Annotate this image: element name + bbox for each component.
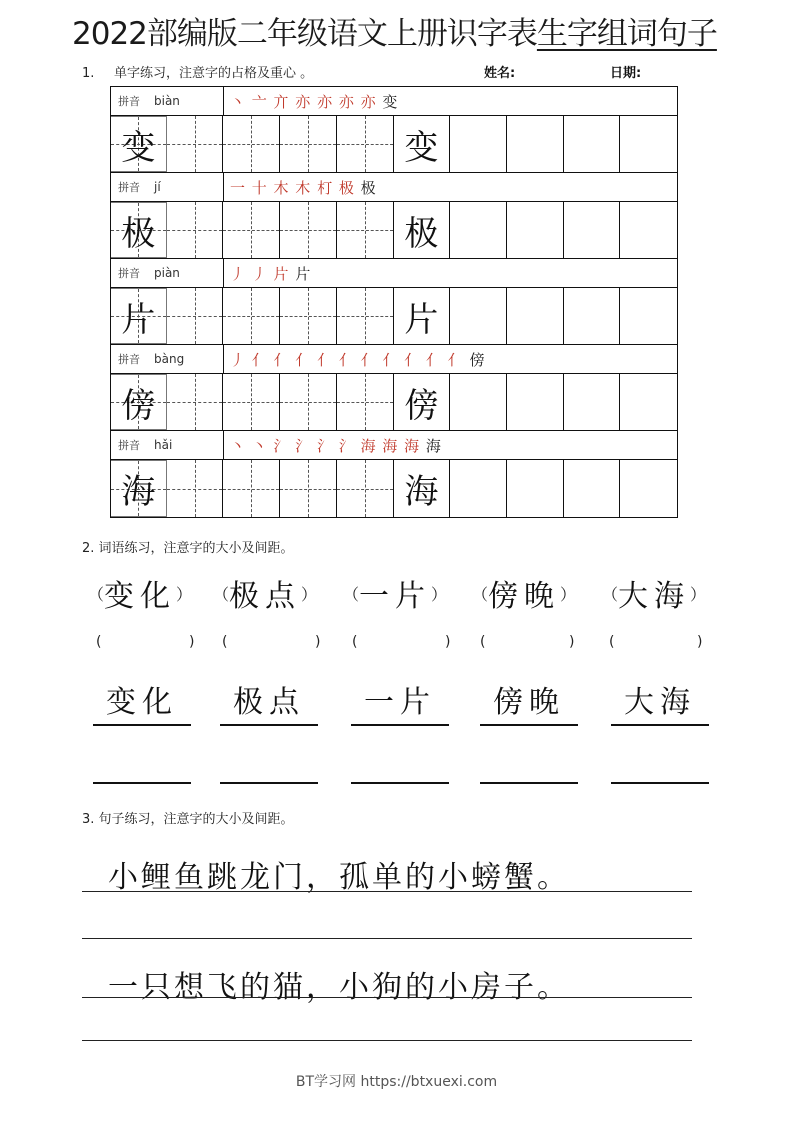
writing-box[interactable] bbox=[564, 374, 621, 430]
pinyin-value: piàn bbox=[154, 266, 180, 280]
writing-box[interactable] bbox=[507, 374, 564, 430]
writing-box[interactable] bbox=[450, 374, 507, 430]
model-char-box bbox=[394, 202, 451, 258]
writing-box[interactable] bbox=[620, 288, 677, 344]
writing-box[interactable] bbox=[450, 116, 507, 172]
tracing-box[interactable] bbox=[337, 202, 394, 258]
close-paren: ） bbox=[560, 585, 577, 604]
model-char: 极 bbox=[404, 213, 439, 254]
writing-box[interactable] bbox=[564, 460, 621, 517]
stroke-order bbox=[230, 345, 485, 375]
pinyin-label: 拼音 bbox=[118, 95, 140, 108]
model-sentence: 小鲤鱼跳龙门，孤单的小螃蟹。 bbox=[108, 860, 570, 895]
footer-watermark: BT学习网 https://btxuexi.com bbox=[295, 1074, 498, 1090]
tracing-box[interactable] bbox=[167, 374, 224, 430]
model-char: 海 bbox=[121, 472, 156, 512]
stroke-steps: 一 十 木 木 朾 极 bbox=[230, 179, 355, 197]
close-paren: ） bbox=[431, 585, 448, 604]
title-prefix: 2022部编版二年级语文上册识字表 bbox=[72, 16, 537, 52]
pinyin-value: bàng bbox=[154, 352, 185, 366]
writing-box[interactable] bbox=[620, 460, 677, 517]
model-char-box bbox=[394, 288, 451, 344]
writing-box[interactable] bbox=[507, 116, 564, 172]
stroke-final: 变 bbox=[376, 93, 399, 111]
model-sentence: 一只想飞的猫，小狗的小房子。 bbox=[108, 970, 570, 1005]
pinyin-cell bbox=[111, 431, 224, 459]
pinyin-label: 拼音 bbox=[118, 353, 140, 366]
model-char-box bbox=[111, 116, 167, 172]
tracing-box[interactable] bbox=[167, 460, 224, 517]
word-group bbox=[602, 571, 706, 615]
tracing-box[interactable] bbox=[223, 202, 280, 258]
pinyin-row bbox=[111, 87, 677, 116]
word-on-line: 变化 bbox=[93, 684, 191, 726]
pinyin-row bbox=[111, 431, 677, 460]
blank-writing-line[interactable] bbox=[611, 782, 709, 784]
writing-box[interactable] bbox=[620, 374, 677, 430]
blank-close: ) bbox=[445, 634, 451, 650]
tracing-box[interactable] bbox=[280, 460, 337, 517]
model-char: 变 bbox=[121, 127, 156, 168]
tracing-box[interactable] bbox=[223, 460, 280, 517]
sentence-line bbox=[82, 891, 692, 892]
close-paren: ） bbox=[301, 585, 318, 604]
writing-box[interactable] bbox=[564, 116, 621, 172]
word: 大海 bbox=[618, 579, 691, 614]
writing-box[interactable] bbox=[450, 460, 507, 517]
model-char-box bbox=[111, 374, 167, 430]
writing-row bbox=[111, 460, 677, 517]
blank-sentence-line[interactable] bbox=[82, 938, 692, 939]
tracing-box[interactable] bbox=[337, 374, 394, 430]
tracing-box[interactable] bbox=[280, 374, 337, 430]
stroke-order bbox=[230, 431, 442, 461]
writing-row bbox=[111, 202, 677, 259]
stroke-steps: 丶 亠 亣 亦 亦 亦 亦 bbox=[230, 93, 377, 111]
stroke-final: 傍 bbox=[463, 351, 486, 369]
open-paren: （ bbox=[88, 585, 105, 604]
sentence-line bbox=[82, 997, 692, 998]
blank-close: ) bbox=[569, 634, 575, 650]
model-char-box bbox=[394, 116, 451, 172]
word-group bbox=[88, 571, 192, 615]
writing-box[interactable] bbox=[564, 288, 621, 344]
section1-text: 单字练习，注意字的占格及重心 。 bbox=[114, 66, 314, 81]
word-on-line: 极点 bbox=[220, 684, 318, 726]
writing-box[interactable] bbox=[450, 202, 507, 258]
tracing-box[interactable] bbox=[337, 116, 394, 172]
tracing-box[interactable] bbox=[167, 202, 224, 258]
stroke-final: 片 bbox=[289, 265, 312, 283]
word-on-line: 傍晚 bbox=[480, 684, 578, 726]
pinyin-label: 拼音 bbox=[118, 439, 140, 452]
tracing-box[interactable] bbox=[223, 288, 280, 344]
writing-row bbox=[111, 288, 677, 345]
name-label: 姓名: bbox=[484, 66, 516, 81]
word: 一片 bbox=[359, 579, 432, 614]
writing-row bbox=[111, 374, 677, 431]
stroke-steps: 丿 亻 亻 亻 亻 亻 亻 亻 亻 亻 亻 bbox=[230, 351, 464, 369]
blank-sentence-line[interactable] bbox=[82, 1040, 692, 1041]
stroke-final: 极 bbox=[354, 179, 377, 197]
word-group bbox=[472, 571, 576, 615]
page-title bbox=[72, 8, 717, 53]
pinyin-cell bbox=[111, 345, 224, 373]
blank-close: ) bbox=[315, 634, 321, 650]
section1-number: 1. bbox=[82, 66, 95, 81]
open-paren: （ bbox=[602, 585, 619, 604]
model-char-box bbox=[111, 202, 167, 258]
close-paren: ） bbox=[690, 585, 707, 604]
model-char-box bbox=[111, 460, 167, 517]
word: 傍晚 bbox=[488, 579, 561, 614]
blank-writing-line[interactable] bbox=[93, 782, 191, 784]
stroke-steps: 丿 丿 片 bbox=[230, 265, 290, 283]
blank-writing-line[interactable] bbox=[480, 782, 578, 784]
open-paren: （ bbox=[213, 585, 230, 604]
word-group bbox=[213, 571, 317, 615]
word-on-line: 一片 bbox=[351, 684, 449, 726]
blank-close: ) bbox=[697, 634, 703, 650]
tracing-box[interactable] bbox=[280, 116, 337, 172]
open-paren: （ bbox=[343, 585, 360, 604]
section2-heading: 2. 词语练习，注意字的大小及间距。 bbox=[82, 541, 294, 556]
pinyin-row bbox=[111, 173, 677, 202]
tracing-box[interactable] bbox=[167, 288, 224, 344]
character-practice-grid bbox=[110, 86, 678, 518]
blank-open: ( bbox=[352, 634, 358, 650]
pinyin-value: biàn bbox=[154, 94, 180, 108]
stroke-order bbox=[230, 259, 311, 289]
blank-open: ( bbox=[480, 634, 486, 650]
word-on-line: 大海 bbox=[611, 684, 709, 726]
stroke-steps: 丶 丶 氵 氵 氵 氵 海 海 海 bbox=[230, 437, 421, 455]
model-char: 变 bbox=[404, 127, 439, 168]
pinyin-cell bbox=[111, 173, 224, 201]
tracing-box[interactable] bbox=[337, 288, 394, 344]
tracing-box[interactable] bbox=[337, 460, 394, 517]
date-label: 日期: bbox=[610, 66, 642, 81]
blank-writing-line[interactable] bbox=[351, 782, 449, 784]
writing-box[interactable] bbox=[507, 202, 564, 258]
pinyin-value: hǎi bbox=[154, 438, 173, 452]
model-char: 傍 bbox=[404, 385, 439, 426]
tracing-box[interactable] bbox=[280, 288, 337, 344]
writing-box[interactable] bbox=[564, 202, 621, 258]
close-paren: ） bbox=[176, 585, 193, 604]
pinyin-row bbox=[111, 345, 677, 374]
writing-box[interactable] bbox=[507, 460, 564, 517]
model-char: 傍 bbox=[121, 385, 156, 426]
writing-box[interactable] bbox=[620, 202, 677, 258]
pinyin-label: 拼音 bbox=[118, 181, 140, 194]
word: 变化 bbox=[104, 579, 177, 614]
blank-open: ( bbox=[609, 634, 615, 650]
writing-box[interactable] bbox=[507, 288, 564, 344]
open-paren: （ bbox=[472, 585, 489, 604]
writing-box[interactable] bbox=[620, 116, 677, 172]
tracing-box[interactable] bbox=[223, 116, 280, 172]
tracing-box[interactable] bbox=[167, 116, 224, 172]
title-underlined: 生字组词句子 bbox=[536, 16, 717, 52]
stroke-order bbox=[230, 173, 377, 203]
tracing-box[interactable] bbox=[280, 202, 337, 258]
section3-heading: 3. 句子练习，注意字的大小及间距。 bbox=[82, 812, 294, 827]
writing-box[interactable] bbox=[450, 288, 507, 344]
blank-writing-line[interactable] bbox=[220, 782, 318, 784]
pinyin-value: jí bbox=[154, 180, 161, 194]
model-char: 海 bbox=[404, 472, 439, 512]
tracing-box[interactable] bbox=[223, 374, 280, 430]
model-char-box bbox=[394, 460, 451, 517]
stroke-final: 海 bbox=[420, 437, 442, 455]
blank-open: ( bbox=[96, 634, 102, 650]
pinyin-row bbox=[111, 259, 677, 288]
word: 极点 bbox=[229, 579, 302, 614]
pinyin-cell bbox=[111, 87, 224, 115]
model-char: 极 bbox=[121, 213, 156, 254]
model-char-box bbox=[111, 288, 167, 344]
blank-close: ) bbox=[189, 634, 195, 650]
model-char-box bbox=[394, 374, 451, 430]
model-char: 片 bbox=[404, 299, 439, 340]
model-char: 片 bbox=[121, 299, 156, 340]
pinyin-label: 拼音 bbox=[118, 267, 140, 280]
stroke-order bbox=[230, 87, 398, 117]
writing-row bbox=[111, 116, 677, 173]
word-group bbox=[343, 571, 447, 615]
section1-heading bbox=[82, 62, 313, 81]
pinyin-cell bbox=[111, 259, 224, 287]
blank-open: ( bbox=[222, 634, 228, 650]
